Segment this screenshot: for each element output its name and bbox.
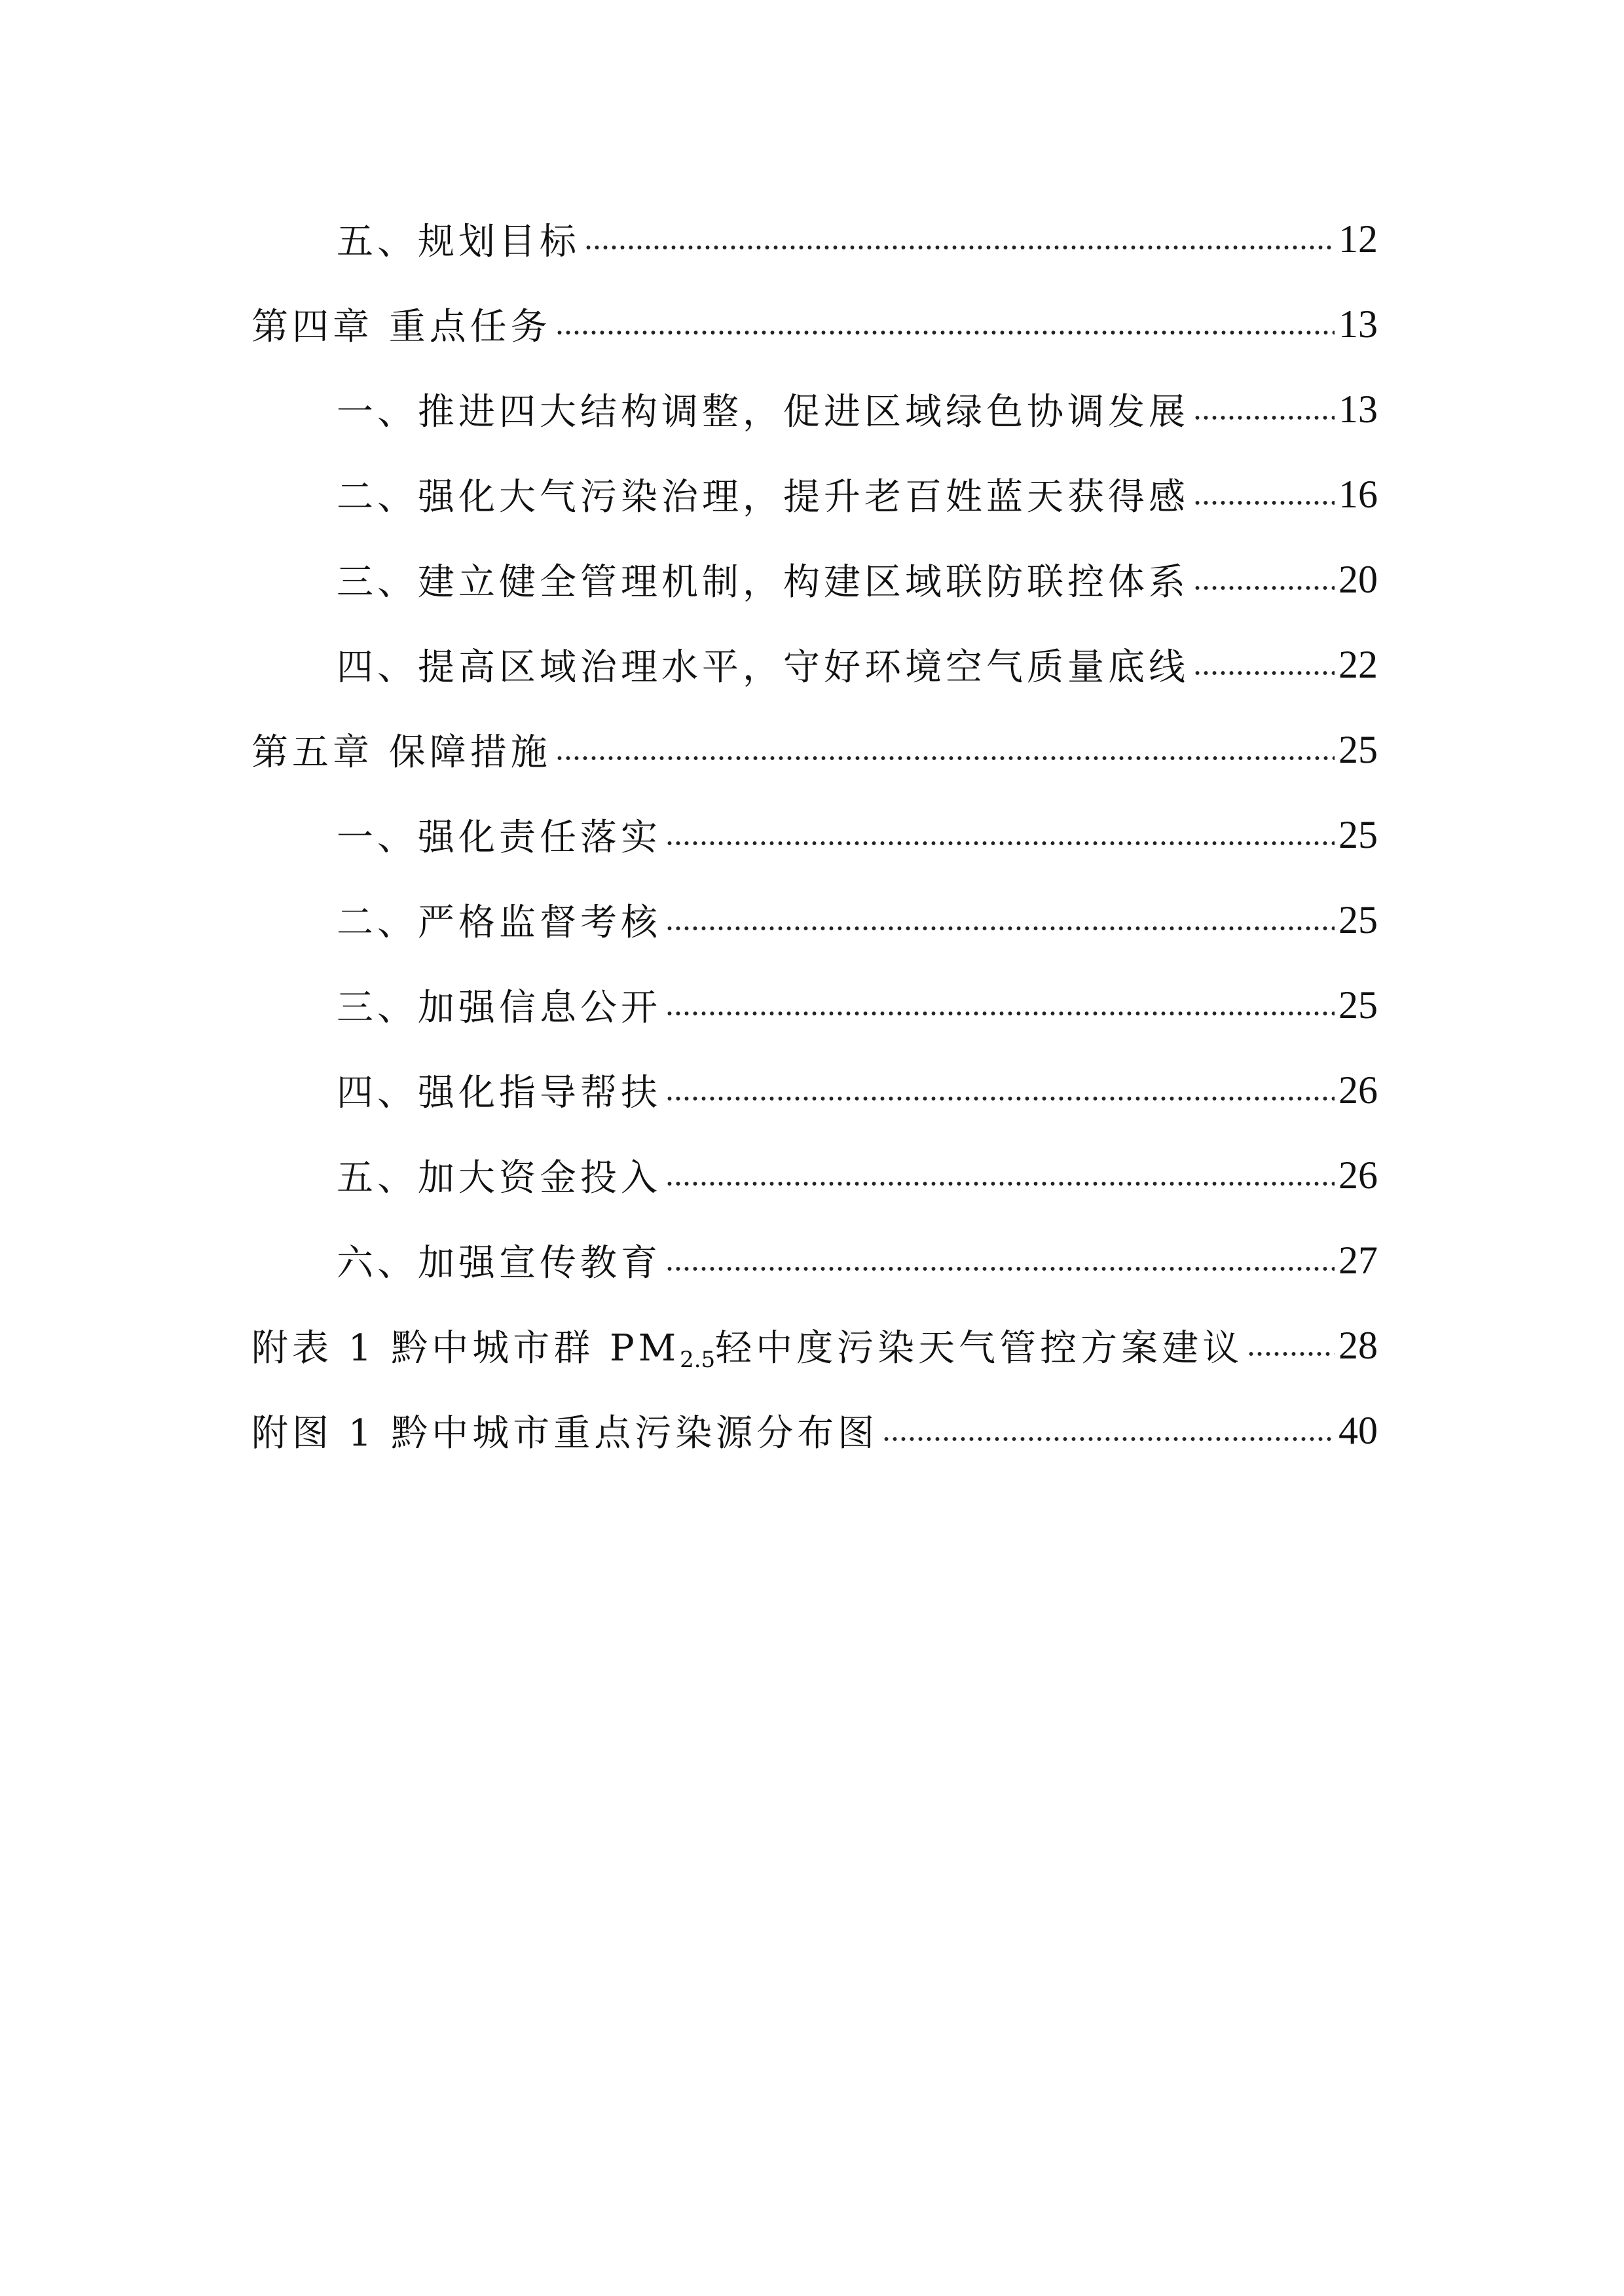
toc-entry-title: 一、推进四大结构调整，促进区域绿色协调发展 (337, 391, 1189, 433)
toc-entry[interactable] (251, 282, 1378, 367)
toc-entry-title: 三、建立健全管理机制，构建区域联防联控体系 (337, 561, 1189, 604)
dot-leader (665, 1010, 1335, 1017)
toc-entry-page: 16 (1338, 472, 1378, 516)
toc-entry-title: 二、强化大气污染治理，提升老百姓蓝天获得感 (337, 476, 1189, 519)
toc-entry-title (251, 1319, 1243, 1372)
toc-entry[interactable] (251, 537, 1378, 622)
toc-entry[interactable] (251, 1133, 1378, 1218)
toc-entry[interactable] (251, 707, 1378, 792)
toc-entry-page: 26 (1338, 1153, 1378, 1197)
dot-leader (665, 1266, 1335, 1272)
toc-entry-title: 五、加大资金投入 (337, 1157, 661, 1199)
toc-entry-page: 40 (1338, 1408, 1378, 1452)
toc-entry-page: 28 (1338, 1323, 1378, 1367)
toc-entry-page: 12 (1338, 217, 1378, 261)
table-of-contents (251, 196, 1378, 1473)
toc-entry-title: 四、提高区域治理水平，守好环境空气质量底线 (337, 646, 1189, 689)
dot-leader (1193, 414, 1335, 421)
toc-entry-page: 27 (1338, 1238, 1378, 1282)
toc-entry-page: 22 (1338, 642, 1378, 686)
toc-entry-title: 五、规划目标 (337, 221, 580, 263)
toc-entry[interactable] (251, 1048, 1378, 1133)
toc-entry[interactable] (251, 452, 1378, 537)
toc-entry[interactable] (251, 367, 1378, 452)
dot-leader (1193, 500, 1335, 506)
toc-entry-page: 25 (1338, 812, 1378, 856)
toc-entry-title: 三、加强信息公开 (337, 987, 661, 1029)
toc-entry-title: 附图 1 黔中城市重点污染源分布图 (251, 1412, 879, 1455)
toc-entry-title: 二、严格监督考核 (337, 902, 661, 944)
toc-entry-title: 第五章 保障措施 (251, 731, 551, 774)
toc-entry-page: 13 (1338, 387, 1378, 431)
dot-leader (665, 1180, 1335, 1187)
dot-leader (1193, 585, 1335, 591)
dot-leader (1247, 1351, 1335, 1357)
toc-entry-page: 13 (1338, 302, 1378, 346)
toc-entry-page: 25 (1338, 898, 1378, 941)
toc-entry[interactable] (251, 1218, 1378, 1303)
toc-entry[interactable] (251, 196, 1378, 282)
toc-entry-title-prefix: 附表 1 黔中城市群 PM (251, 1327, 680, 1370)
toc-entry-page: 25 (1338, 727, 1378, 771)
dot-leader (1193, 670, 1335, 676)
dot-leader (555, 329, 1335, 336)
toc-entry-title: 一、强化责任落实 (337, 816, 661, 859)
dot-leader (665, 925, 1335, 932)
toc-entry-page: 20 (1338, 557, 1378, 601)
toc-entry-page: 26 (1338, 1068, 1378, 1112)
dot-leader (882, 1436, 1335, 1442)
subscript-text: 2.5 (680, 1347, 716, 1373)
toc-entry-title-suffix: 轻中度污染天气管控方案建议 (715, 1327, 1244, 1370)
toc-entry[interactable] (251, 792, 1378, 877)
toc-entry[interactable] (251, 1303, 1378, 1388)
toc-entry[interactable] (251, 877, 1378, 962)
toc-entry-page: 25 (1338, 983, 1378, 1027)
toc-entry-title: 第四章 重点任务 (251, 306, 551, 348)
toc-entry[interactable] (251, 1388, 1378, 1473)
toc-entry-title: 六、加强宣传教育 (337, 1242, 661, 1285)
toc-entry[interactable] (251, 622, 1378, 707)
toc-entry[interactable] (251, 962, 1378, 1048)
dot-leader (584, 244, 1335, 251)
dot-leader (555, 755, 1335, 761)
toc-entry-title: 四、强化指导帮扶 (337, 1072, 661, 1114)
dot-leader (665, 1095, 1335, 1102)
dot-leader (665, 840, 1335, 847)
